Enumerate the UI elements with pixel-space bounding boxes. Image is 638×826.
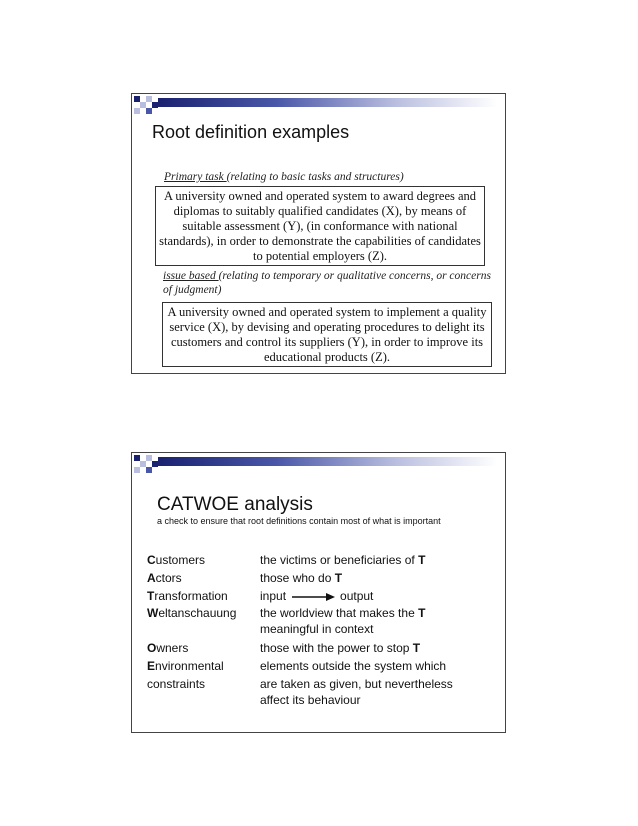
catwoe-definition [260,605,450,637]
decor-square [146,108,152,114]
def-bold: T [334,571,343,585]
decor-square [134,108,140,114]
catwoe-definition [260,570,495,586]
decor-square [134,467,140,473]
term-rest: eltanschauung [158,606,237,620]
def-text: the worldview that makes the [260,606,419,620]
issue-based-label [163,269,493,297]
catwoe-term [147,588,259,604]
decor-gradient-band [158,98,497,107]
catwoe-definition [260,640,495,656]
slide-title: Root definition examples [152,122,350,142]
term-rest: ustomers [155,553,206,567]
term-rest: ctors [155,571,182,585]
term-rest: wners [156,641,189,655]
def-bold: T [418,606,426,620]
catwoe-term [147,552,259,568]
term-rest: ransformation [154,589,228,603]
catwoe-row-weltanschauung [147,605,497,639]
slide-root-definition-examples [131,93,506,374]
def-text-post: meaningful in context [260,622,374,636]
def-bold: T [412,641,421,655]
term-initial: C [147,553,156,567]
arrow-right-icon [290,592,336,602]
catwoe-row-constraints [147,676,497,710]
term-initial: E [147,659,156,673]
term-initial: O [147,641,157,655]
def-text: those who do [260,571,335,585]
catwoe-term [147,676,259,692]
primary-task-label-underlined: Primary task [164,171,227,183]
decor-square [146,467,152,473]
primary-task-label [164,170,494,184]
def-bold: T [418,553,426,567]
catwoe-definition [260,588,495,604]
term-initial: W [147,606,159,620]
def-text: are taken as given, but nevertheless affect its behaviour [260,677,453,707]
term-initial: A [147,571,156,585]
catwoe-term [147,658,259,674]
def-text: those with the power to stop [260,641,413,655]
slide-title: CATWOE analysis [157,494,313,515]
issue-based-box [162,302,492,367]
catwoe-term [147,605,259,621]
issue-based-label-rest: (relating to temporary or qualitative concerns, or concerns of judgment) [163,270,491,296]
def-input: input [260,589,287,603]
catwoe-definition [260,658,495,674]
term-rest: constraints [147,677,206,691]
slide-header-decoration [132,453,505,475]
def-text: the victims or beneficiaries of [260,553,419,567]
primary-task-label-rest: (relating to basic tasks and structures) [226,171,404,183]
catwoe-term [147,570,259,586]
catwoe-term [147,640,259,656]
def-text: elements outside the system which [260,659,447,673]
issue-based-text: A university owned and operated system to implement a quality service (X), by devising and operating procedures to delight its customers and control its suppliers (Y), in order to improve its educational products (Z). [167,305,487,364]
decor-gradient-band [158,457,497,466]
issue-based-label-underlined: issue based [163,270,219,282]
slide-subtitle: a check to ensure that root definitions contain most of what is important [157,516,441,526]
term-initial: T [147,589,155,603]
def-output: output [340,589,374,603]
primary-task-box [155,186,485,266]
term-rest: nvironmental [155,659,224,673]
catwoe-definition [260,552,495,568]
slide-header-decoration [132,94,505,116]
slide-catwoe-analysis [131,452,506,733]
catwoe-definition [260,676,475,708]
primary-task-text: A university owned and operated system to award degrees and diplomas to suitably qualified candidates (X), by means of suitable assessment (Y), (in conformance with national standards), in order to demonstrate the capabilities of candidates to potential employers (Z). [159,189,481,263]
